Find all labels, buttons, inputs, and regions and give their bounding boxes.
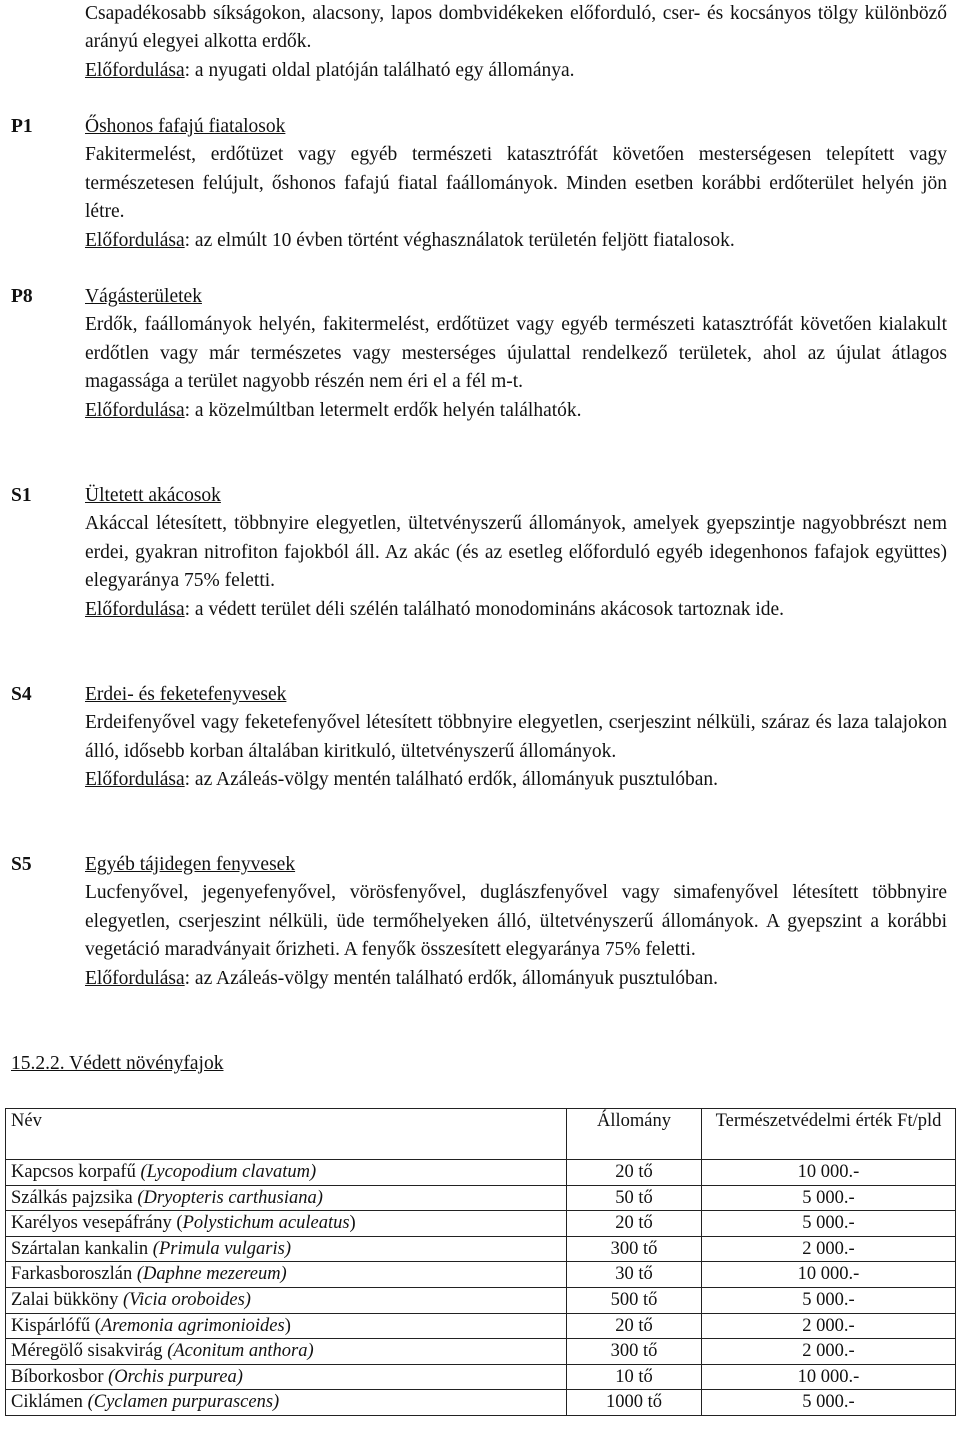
section-description: Fakitermelést, erdőtüzet vagy egyéb természeti katasztrófát követően mesterségesen telepített vagy természetesen felújult, őshonos fafajú fiatal faállományok. Minden esetben korábbi erdőterület helyén jön létre. <box>85 144 947 223</box>
table-row <box>6 1339 956 1365</box>
plant-name <box>6 1236 567 1262</box>
occurrence-text: : az elmúlt 10 évben történt véghasználatok területén feljött fiatalosok. <box>184 229 735 251</box>
section-title: Vágásterületek <box>85 286 202 307</box>
occurrence-label: Előfordulása <box>85 769 185 791</box>
plant-name <box>6 1211 567 1237</box>
plant-name <box>6 1339 567 1365</box>
plant-value: 10 000.- <box>702 1160 956 1186</box>
plant-name <box>6 1160 567 1186</box>
section-s1 <box>85 482 947 624</box>
section-s5 <box>85 851 947 993</box>
plant-stock: 300 tő <box>567 1236 702 1262</box>
latin-name: (Primula vulgaris) <box>152 1238 292 1259</box>
plant-value: 2 000.- <box>702 1339 956 1365</box>
section-description: Erdeifenyővel vagy feketefenyővel létesített többnyire elegyetlen, cserjeszint nélküli, száraz és laza talajokon álló, idősebb korban általában kiritkuló, ültetvényszerű állományok. <box>85 712 947 762</box>
section-code-s4: S4 <box>11 684 32 705</box>
table-row <box>6 1211 956 1237</box>
common-name: Szártalan kankalin <box>11 1238 153 1259</box>
plant-stock: 20 tő <box>567 1211 702 1237</box>
common-name: Farkasboroszlán <box>11 1264 137 1285</box>
plant-value: 2 000.- <box>702 1236 956 1262</box>
common-name: Zalai bükköny <box>11 1289 124 1310</box>
common-name: Ciklámen <box>11 1392 88 1413</box>
intro-occurrence-label: Előfordulása <box>85 59 185 81</box>
header-value: Természetvédelmi érték Ft/pld <box>702 1109 956 1160</box>
header-stock: Állomány <box>567 1109 702 1160</box>
plant-stock: 30 tő <box>567 1262 702 1288</box>
table-row <box>6 1313 956 1339</box>
occurrence-text: : az Azáleás-völgy mentén található erdők, állományuk pusztulóban. <box>184 769 719 791</box>
common-name: Kispárlófű ( <box>11 1315 101 1336</box>
section-description: Lucfenyővel, jegenyefenyővel, vörösfenyővel, duglászfenyővel vagy simafenyővel létesített többnyire elegyetlen, cserjeszint nélküli, üde termőhelyeken álló, ültetvényszerű állományok. A gyepszint a korábbi vegetáció maradványait őrizheti. A fenyők összesített elegyaránya 75% feletti. <box>85 882 947 961</box>
occurrence-label: Előfordulása <box>85 399 185 421</box>
section-p1 <box>85 113 947 255</box>
plant-stock: 300 tő <box>567 1339 702 1365</box>
plant-name <box>6 1313 567 1339</box>
intro-text: Csapadékosabb síkságokon, alacsony, lapos dombvidékeken előforduló, cser- és kocsányos tölgy különböző arányú elegyei alkotta erdők. <box>85 3 947 53</box>
plant-value: 10 000.- <box>702 1262 956 1288</box>
plant-value: 10 000.- <box>702 1364 956 1390</box>
intro-paragraph <box>85 0 947 85</box>
plant-value: 2 000.- <box>702 1313 956 1339</box>
plant-stock: 10 tő <box>567 1364 702 1390</box>
latin-name: (Orchis purpurea) <box>108 1366 243 1387</box>
plant-value: 5 000.- <box>702 1185 956 1211</box>
plant-name <box>6 1364 567 1390</box>
section-description: Erdők, faállományok helyén, fakitermelést, erdőtüzet vagy egyéb természeti katasztrófát követően kialakult erdőtlen vagy már természetes vagy mesterséges újulattal rendelkező területek, ahol az újulat átlagos magassága a terület nagyobb részén nem éri el a fél m-t. <box>85 314 947 393</box>
table-row <box>6 1262 956 1288</box>
occurrence-text: : az Azáleás-völgy mentén található erdők, állományuk pusztulóban. <box>184 967 719 989</box>
latin-name: (Cyclamen purpurascens) <box>87 1392 280 1413</box>
table-row <box>6 1185 956 1211</box>
occurrence-text: : a közelmúltban letermelt erdők helyén találhatók. <box>184 399 582 421</box>
table-row <box>6 1390 956 1416</box>
plant-value: 5 000.- <box>702 1287 956 1313</box>
subsection-title: 15.2.2. Védett növényfajok <box>11 1053 224 1074</box>
common-name: Szálkás pajzsika <box>11 1187 138 1208</box>
plant-value: 5 000.- <box>702 1211 956 1237</box>
latin-name: (Lycopodium clavatum) <box>140 1162 317 1182</box>
section-code-p1: P1 <box>11 116 33 137</box>
plant-stock: 20 tő <box>567 1313 702 1339</box>
plant-name <box>6 1390 567 1416</box>
section-code-s5: S5 <box>11 854 32 875</box>
common-name: Karélyos vesepáfrány ( <box>11 1213 183 1234</box>
section-s4 <box>85 681 947 795</box>
latin-name: (Aconitum anthora) <box>167 1341 314 1362</box>
occurrence-text: : a védett terület déli szélén található monodomináns akácosok tartoznak ide. <box>184 598 785 620</box>
protected-plants-table <box>5 1108 956 1416</box>
table-row <box>6 1287 956 1313</box>
header-name: Név <box>6 1109 567 1160</box>
section-title: Egyéb tájidegen fenyvesek <box>85 854 296 875</box>
plant-name <box>6 1185 567 1211</box>
common-name: Kapcsos korpafű <box>11 1162 141 1182</box>
table-header-row <box>6 1109 956 1160</box>
section-code-s1: S1 <box>11 485 32 506</box>
plant-stock: 500 tő <box>567 1287 702 1313</box>
occurrence-label: Előfordulása <box>85 229 185 251</box>
section-description: Akáccal létesített, többnyire elegyetlen, ültetvényszerű állományok, amelyek gyepszintje nagyobbrészt nem erdei, gyakran nitrofiton fajokból áll. Az akác (és az esetleg előforduló egyéb idegenhonos fafajok együttes) elegyaránya 75% feletti. <box>85 513 947 592</box>
section-p8 <box>85 283 947 425</box>
name-suffix: ) <box>349 1213 356 1234</box>
plant-value: 5 000.- <box>702 1390 956 1416</box>
latin-name: Aremonia agrimonioides <box>100 1315 285 1336</box>
common-name: Méregölő sisakvirág <box>11 1341 168 1362</box>
plant-name <box>6 1287 567 1313</box>
section-title: Őshonos fafajú fiatalosok <box>85 116 286 137</box>
occurrence-label: Előfordulása <box>85 967 185 989</box>
intro-occurrence-text: : a nyugati oldal platóján található egy állománya. <box>184 59 575 81</box>
section-code-p8: P8 <box>11 286 33 307</box>
common-name: Bíborkosbor <box>11 1366 109 1387</box>
table-row <box>6 1236 956 1262</box>
section-title: Ültetett akácosok <box>85 485 221 506</box>
latin-name: Polystichum aculeatus <box>182 1213 350 1234</box>
table-row <box>6 1364 956 1390</box>
latin-name: (Dryopteris carthusiana) <box>137 1187 323 1208</box>
plant-name <box>6 1262 567 1288</box>
plant-stock: 20 tő <box>567 1160 702 1186</box>
section-title: Erdei- és feketefenyvesek <box>85 684 287 705</box>
occurrence-label: Előfordulása <box>85 598 185 620</box>
plant-stock: 1000 tő <box>567 1390 702 1416</box>
table-row <box>6 1160 956 1186</box>
latin-name: (Vicia oroboides) <box>123 1289 251 1310</box>
plant-stock: 50 tő <box>567 1185 702 1211</box>
latin-name: (Daphne mezereum) <box>136 1264 287 1285</box>
name-suffix: ) <box>284 1315 291 1336</box>
